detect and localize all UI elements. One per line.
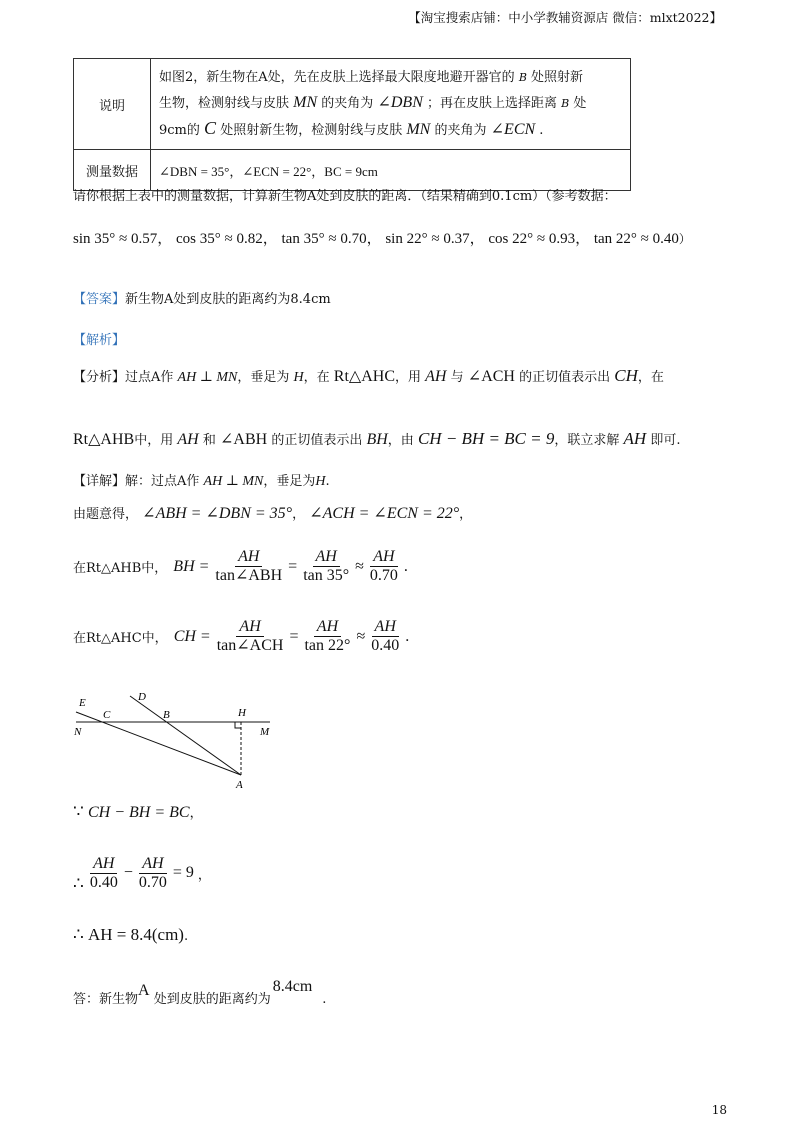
description-text: 处照射新 xyxy=(531,70,584,85)
row-label: 说明 xyxy=(74,59,151,150)
math-expr: CH − BH = BC xyxy=(87,804,190,821)
angle-dbn: ∠DBN xyxy=(377,94,423,111)
text: 由题意得， xyxy=(73,507,139,522)
description-text: 生物，检测射线与皮肤 xyxy=(159,96,290,111)
text: ，联立求解 xyxy=(554,433,620,448)
math-expr: AH ⊥ MN xyxy=(203,474,264,489)
denominator: tan 35° xyxy=(303,567,350,584)
math-expr: CH = xyxy=(173,627,211,645)
label-a: A xyxy=(236,779,243,791)
ray-da xyxy=(130,696,241,775)
math-expr: H xyxy=(293,370,304,385)
analysis-line-2 xyxy=(73,429,680,449)
therefore-symbol: ∴ xyxy=(73,874,84,894)
question-line: 请你根据上表中的测量数据，计算新生物A处到皮肤的距离．（结果精确到0.1cm）（参考数据： xyxy=(73,189,617,204)
text: 即可. xyxy=(650,433,681,448)
text: ，由 xyxy=(387,433,414,448)
detail-intro xyxy=(73,470,330,490)
label-b: B xyxy=(163,709,170,721)
text: . xyxy=(183,929,189,944)
numerator: AH xyxy=(313,548,340,567)
text: . xyxy=(322,992,327,1007)
numerator: AH xyxy=(139,855,166,874)
therefore-symbol: ∴ xyxy=(73,925,84,945)
answer-text: 新生物A处到皮肤的距离约为8.4cm xyxy=(125,292,331,307)
description-text: 处 xyxy=(573,96,587,111)
label-n: N xyxy=(74,726,82,738)
segment-mn: MN xyxy=(406,121,431,138)
description-text: 处照射新生物，检测射线与皮肤 xyxy=(220,123,403,138)
fraction xyxy=(212,548,285,585)
description-text: ；再在皮肤上选择距离 xyxy=(427,96,558,111)
denominator: 0.40 xyxy=(371,637,400,654)
denominator: 0.70 xyxy=(369,567,398,584)
denominator: 0.70 xyxy=(138,873,167,891)
text: 解：过点A作 xyxy=(125,474,200,489)
text: 的正切值表示出 xyxy=(271,433,363,448)
denominator: tan∠ABH xyxy=(215,567,283,584)
angle-ecn: ∠ECN xyxy=(490,121,536,138)
info-table xyxy=(73,58,631,191)
given-line xyxy=(73,503,472,523)
detail-tag: 【详解】 xyxy=(73,474,126,489)
math-expr: H xyxy=(315,474,326,489)
geometry-figure xyxy=(70,685,280,795)
math-expr: AH = 8.4(cm) xyxy=(87,925,184,944)
text: 答：新生物 xyxy=(73,992,139,1007)
math-expr: ∠ABH = ∠DBN = 35° xyxy=(142,505,293,522)
page-number: 18 xyxy=(711,1103,727,1117)
description-text: 的夹角为 xyxy=(321,96,374,111)
text: ，在 xyxy=(637,370,664,385)
math-expr: ∠ABH xyxy=(219,431,268,448)
text: 与 xyxy=(450,370,464,385)
math-expr: 8.4cm xyxy=(272,978,313,995)
label-e: E xyxy=(79,697,86,709)
text: ， xyxy=(292,507,306,522)
answer-line xyxy=(73,288,331,307)
ref-value: cos 22° ≈ 0.93 xyxy=(488,231,576,247)
right-angle-mark xyxy=(235,722,241,728)
numerator: AH xyxy=(235,548,262,567)
math-expr: ∠ACH xyxy=(467,368,515,385)
analysis-tag: 【解析】 xyxy=(73,333,126,348)
description-cell: 如图2，新生物在A处，先在皮肤上选择最大限度地避开器官的 B 处照射新 生物，检测射线与皮肤 MN 的夹角为 ∠DBN ；再在皮肤上选择距离 B 处 9cm的 C 处照射新生物，检测射线与皮肤 MN 的夹角为 ∠ECN . xyxy=(151,59,631,150)
text: 在Rt△AHB中， xyxy=(73,561,168,576)
fraction xyxy=(368,618,402,655)
point-b: B xyxy=(561,97,570,110)
math-expr: AH xyxy=(177,431,199,448)
because-symbol: ∵ xyxy=(73,802,84,822)
text: 的正切值表示出 xyxy=(519,370,611,385)
math-expr: A xyxy=(138,982,150,999)
ref-close: ） xyxy=(678,232,691,246)
text: ，垂足为 xyxy=(263,474,316,489)
point-b: B xyxy=(518,71,527,84)
bh-equation: 在Rt△AHB中， BH = $\frac{AH}{\text{tan∠ABH}}$ = $\frac{AH}{\tan 35^\circ}$ ≈ $\frac{AH}{0.70}$ . xyxy=(73,548,408,584)
text: 中，用 xyxy=(134,433,174,448)
step-therefore-1: ∴ $\frac{AH}{0.40}$ − $\frac{AH}{0.70}$ = 9 ， xyxy=(73,854,211,894)
fraction xyxy=(136,855,170,892)
denominator: 0.40 xyxy=(89,873,118,891)
ref-value: tan 22° ≈ 0.40 xyxy=(593,231,679,247)
math-expr: AH ⊥ MN xyxy=(177,370,238,385)
fraction xyxy=(367,548,401,585)
math-expr: BH = xyxy=(173,557,210,575)
text: ， xyxy=(197,867,211,883)
ref-value: sin 35° ≈ 0.57 xyxy=(73,231,158,247)
answer-tag: 【答案】 xyxy=(73,292,126,307)
text: ，用 xyxy=(395,370,422,385)
text: ， xyxy=(459,507,473,522)
text: ， xyxy=(189,806,203,821)
measurement-cell: ∠DBN = 35°，∠ECN = 22°，BC = 9cm xyxy=(151,150,631,191)
step-therefore-2 xyxy=(73,925,188,945)
text: ，垂足为 xyxy=(237,370,290,385)
numerator: AH xyxy=(314,618,341,637)
denominator: tan∠ACH xyxy=(216,637,284,654)
analysis-line-1 xyxy=(73,366,664,386)
reference-data: sin 35° ≈ 0.57， cos 35° ≈ 0.82， tan 35° ≈ 0.70， sin 22° ≈ 0.37， cos 22° ≈ 0.93， tan 22° ≈ 0.40） xyxy=(73,231,691,247)
numerator: AH xyxy=(236,618,263,637)
numerator: AH xyxy=(370,548,397,567)
fraction xyxy=(300,548,352,585)
text: . xyxy=(325,474,330,489)
text: 在Rt△AHC中， xyxy=(73,631,168,646)
description-text: 9cm的 xyxy=(159,123,200,138)
math-expr: Rt△AHB xyxy=(73,431,135,448)
ch-equation: 在Rt△AHC中， CH = $\frac{AH}{\text{tan∠ACH}}$ = $\frac{AH}{\tan 22^\circ}$ ≈ $\frac{AH}{0.40}$ . xyxy=(73,618,410,654)
point-c: C xyxy=(204,118,217,138)
shop-banner: 【淘宝搜索店铺：中小学教辅资源店 微信：mlxt2022】 xyxy=(408,10,722,25)
denominator: tan 22° xyxy=(304,637,351,654)
label-m: M xyxy=(260,726,270,738)
numerator: AH xyxy=(372,618,399,637)
math-expr: AH xyxy=(623,429,647,448)
text: 和 xyxy=(202,433,216,448)
row-label: 测量数据 xyxy=(74,150,151,191)
text: 【分析】过点A作 xyxy=(73,370,174,385)
math-expr: Rt△AHC xyxy=(333,368,395,385)
label-c: C xyxy=(103,709,111,721)
ref-value: sin 22° ≈ 0.37 xyxy=(385,231,470,247)
fraction xyxy=(301,618,353,655)
table-row xyxy=(74,59,631,150)
segment-mn: MN xyxy=(293,94,318,111)
fraction xyxy=(87,855,121,892)
fraction xyxy=(214,618,287,655)
numerator: AH xyxy=(90,855,117,874)
description-text: 的夹角为 xyxy=(434,123,487,138)
math-expr: AH xyxy=(425,368,447,385)
ray-ea xyxy=(76,712,241,775)
description-text: 如图2，新生物在A处，先在皮肤上选择最大限度地避开器官的 xyxy=(159,70,515,85)
ref-value: cos 35° ≈ 0.82 xyxy=(176,231,263,247)
text: 处到皮肤的距离约为 xyxy=(153,992,271,1007)
math-expr: BH xyxy=(366,431,388,448)
math-expr: CH − BH = BC = 9 xyxy=(417,429,555,448)
label-d: D xyxy=(138,691,146,703)
final-answer xyxy=(73,978,327,1008)
text: ，在 xyxy=(303,370,330,385)
math-expr: ∠ACH = ∠ECN = 22° xyxy=(309,505,460,522)
math-expr: = 9 xyxy=(172,864,194,881)
label-h: H xyxy=(238,707,246,719)
ref-value: tan 35° ≈ 0.70 xyxy=(281,231,367,247)
math-expr: CH xyxy=(614,366,638,385)
step-because xyxy=(73,802,203,822)
